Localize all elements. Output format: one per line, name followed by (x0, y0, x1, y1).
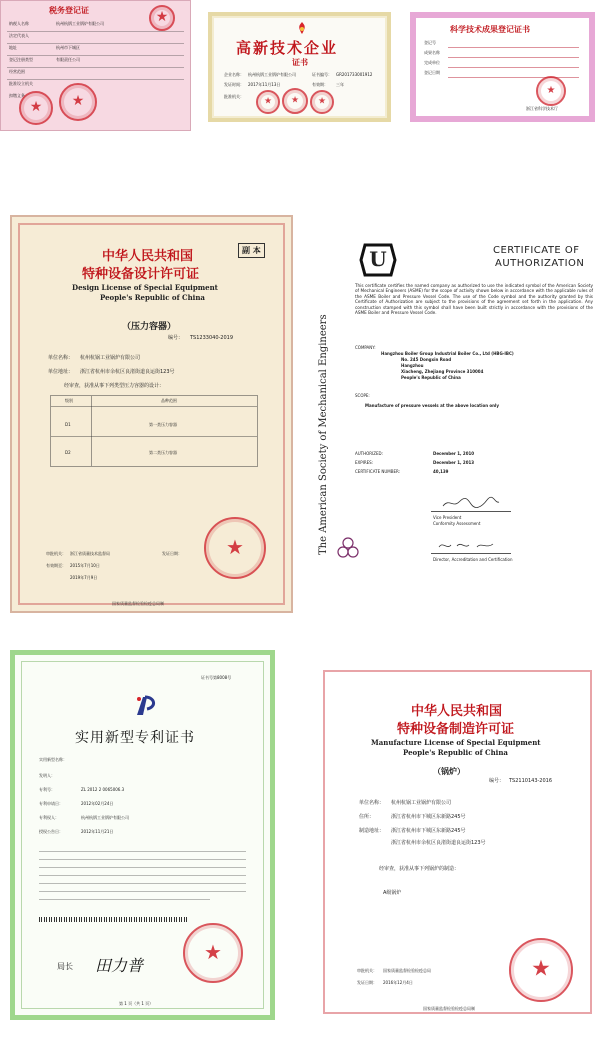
cert3-footer: 浙江省科学技术厅 (526, 106, 558, 111)
cert4-title-cn-1: 中华人民共和国 (102, 249, 194, 264)
cert5-sig1-role: Conformity Assessment (433, 521, 481, 526)
cert7-number: TS2110143-2016 (509, 778, 553, 784)
cert1-field-1: 法定代表人 (9, 33, 29, 38)
cert2-field-3: 有效期： (312, 82, 328, 87)
cert3-title: 科学技术成果登记证书 (450, 24, 530, 34)
official-seal-icon: ★ (59, 83, 97, 121)
utility-patent-certificate (10, 650, 275, 1020)
cert6-field-3: 专利申请日： (39, 801, 63, 806)
cert2-field-1: 证书编号： (312, 72, 332, 77)
cert7-reg-label: 住所： (359, 814, 375, 820)
cert4-valid: 2015年7月10日 (70, 563, 100, 568)
cert1-title: 税务登记证 (49, 5, 89, 15)
official-seal-icon: ★ (310, 90, 334, 114)
tax-registration-certificate (0, 0, 191, 131)
cert5-company-line: No. 245 Dongxin Road (401, 357, 452, 362)
cert5-sig2-role: Director, Accreditation and Certification (433, 557, 513, 562)
cert5-number-label: CERTIFICATE NUMBER: (355, 469, 401, 474)
cert6-field-1: 发明人： (39, 773, 55, 778)
cert4-issue-label: 发证日期： (162, 551, 182, 556)
cert5-title-1: CERTIFICATE OF (493, 245, 580, 256)
cert6-value-5: 2012年11月21日 (81, 829, 114, 834)
cert5-authorized: December 1, 2010 (433, 451, 475, 456)
cert4-address: 浙江省杭州市余杭区良渚街道良运街123号 (80, 369, 175, 375)
cert7-plant-line: 浙江省杭州市余杭区良渚街道良运街123号 (391, 840, 486, 846)
cert7-scope-item: A级锅炉 (383, 890, 402, 896)
cert6-title: 实用新型专利证书 (75, 730, 195, 746)
cert1-field-0: 纳税人名称 (9, 21, 29, 26)
cert6-field-2: 专利号： (39, 787, 55, 792)
cert7-footer: 国家质量监督检验检疫总局制 (423, 1006, 475, 1011)
cert6-field-0: 实用新型名称： (39, 757, 67, 762)
cert1-value-2: 杭州市下城区 (56, 45, 80, 50)
signature-icon (441, 495, 501, 509)
cert1-field-2: 地址 (9, 45, 17, 50)
cert4-expire: 2019年7月9日 (70, 575, 98, 580)
table-cell: D2 (65, 450, 71, 455)
cert5-company-label: COMPANY: (355, 345, 376, 350)
cert4-title-cn-2: 特种设备设计许可证 (82, 267, 200, 282)
cert3-field-1: 成果名称 (424, 50, 440, 55)
cert5-company-line: People's Republic of China (401, 375, 461, 380)
cert7-scope-text: 经审查，获准从事下列锅炉的制造： (379, 866, 460, 872)
cert5-title-2: AUTHORIZATION (495, 258, 585, 269)
science-achievement-certificate (410, 12, 595, 122)
table-cell: D1 (65, 422, 71, 427)
cert3-field-2: 完成单位 (424, 60, 440, 65)
cert3-field-0: 登记号 (424, 40, 436, 45)
cert1-field-4: 经营范围 (9, 69, 25, 74)
cert4-number: TS1233040-2019 (190, 335, 234, 341)
cert5-authorized-label: AUTHORIZED: (355, 451, 383, 456)
cert6-director-label: 局长 (57, 962, 73, 971)
cert4-valid-label: 有效期至： (46, 563, 66, 568)
cert7-reg: 浙江省杭州市下城区东新路245号 (391, 814, 466, 820)
cert5-expires-label: EXPIRES: (355, 460, 374, 465)
cert4-copy-tag: 副 本 (238, 243, 265, 258)
cert6-value-2: ZL 2012 2 0065006.3 (81, 787, 125, 792)
asme-emblem-icon (337, 537, 359, 559)
cert4-scope-text: 经审查，获准从事下列类型压力容器的设计： (64, 383, 165, 389)
cert2-title: 高新技术企业 (236, 39, 339, 57)
official-seal-icon: ★ (149, 5, 175, 31)
cert2-field-2: 发证时间： (224, 82, 244, 87)
high-tech-enterprise-certificate (208, 12, 391, 122)
cert5-scope-label: SCOPE: (355, 393, 370, 398)
cert2-value-1: GR201733001912 (336, 72, 373, 77)
cert2-field-4: 批准机关： (224, 94, 244, 99)
cert1-field-6: 扣缴义务 (9, 93, 25, 98)
cert2-subtitle: 证书 (292, 57, 308, 67)
stamp-letter: U (369, 247, 387, 271)
cert7-issue-label: 发证日期： (357, 980, 377, 985)
cert2-field-0: 企业名称： (224, 72, 244, 77)
cert6-field-4: 专利权人： (39, 815, 59, 820)
table-cell: 第二类压力容器 (149, 450, 177, 455)
cert4-unit-label: 单位名称： (48, 355, 74, 361)
asme-certificate (315, 215, 598, 613)
official-seal-icon: ★ (204, 517, 266, 579)
cert7-title-cn-2: 特种设备制造许可证 (397, 722, 515, 737)
asme-u-stamp-icon (359, 241, 397, 279)
cert4-title-en-1: Design License of Special Equipment (72, 283, 218, 292)
design-license-certificate (10, 215, 293, 613)
cert7-issuer: 国家质量监督检验检疫总局 (383, 968, 431, 973)
cert7-title-en-2: People's Republic of China (403, 748, 508, 757)
cert7-unit: 杭州杭锅工业锅炉有限公司 (391, 800, 452, 806)
cert4-category: （压力容器） (122, 322, 177, 332)
cert7-plant-label: 制造地址： (359, 828, 385, 834)
official-seal-icon: ★ (282, 88, 308, 114)
table-header: 品种范围 (161, 398, 177, 403)
cert1-value-0: 杭州杭锅工业锅炉有限公司 (56, 21, 104, 26)
cert5-number: 40,139 (433, 469, 449, 474)
cert7-category: （锅炉） (433, 766, 465, 776)
cert7-unit-label: 单位名称： (359, 800, 385, 806)
official-seal-icon: ★ (256, 90, 280, 114)
cert6-field-5: 授权公告日： (39, 829, 63, 834)
cert1-field-3: 登记注册类型 (9, 57, 33, 62)
official-seal-icon: ★ (509, 938, 573, 1002)
official-seal-icon: ★ (183, 923, 243, 983)
cert1-value-3: 有限责任公司 (56, 57, 80, 62)
cert7-issuer-label: 审批机关： (357, 968, 377, 973)
patent-office-logo-icon (133, 693, 159, 717)
cert1-field-5: 批准设立机关 (9, 81, 33, 86)
cert5-company-line: Xiacheng, Zhejiang Province 310004 (401, 369, 484, 374)
cert3-field-3: 登记日期 (424, 70, 440, 75)
cert4-title-en-2: People's Republic of China (100, 293, 205, 302)
cert5-sig1-role: Vice President (433, 515, 462, 520)
cert6-director-signature: 田力普 (95, 956, 144, 975)
cert4-scope-table (50, 395, 258, 467)
cert7-title-en-1: Manufacture License of Special Equipment (371, 738, 541, 747)
cert6-value-3: 2012年02月24日 (81, 801, 114, 806)
cert7-issue: 2016年12月4日 (383, 980, 413, 985)
barcode-icon (39, 917, 189, 922)
cert2-value-3: 三年 (336, 82, 344, 87)
cert6-cert-no: 证书号第8008号 (201, 675, 232, 680)
signature-icon (437, 537, 497, 551)
emblem-icon (295, 20, 309, 34)
cert7-title-cn-1: 中华人民共和国 (411, 704, 503, 719)
cert4-unit: 杭州杭锅工业锅炉有限公司 (80, 355, 141, 361)
manufacture-license-certificate (315, 662, 600, 1022)
cert2-value-0: 杭州杭锅工业锅炉有限公司 (248, 72, 296, 77)
cert4-issuer-label: 审批机关： (46, 551, 66, 556)
cert5-scope: Manufacture of pressure vessels at the above location only (365, 403, 500, 408)
cert6-footer: 第 1 页（共 1 页） (119, 1001, 154, 1006)
official-seal-icon: ★ (536, 76, 566, 106)
cert7-number-label: 编号： (489, 778, 505, 784)
cert5-expires: December 1, 2013 (433, 460, 475, 465)
cert5-company-line: Hangzhou Boiler Group Industrial Boiler Co., Ltd (HBG-IBC) (381, 351, 514, 356)
cert4-footer: 国家质量监督检验检疫总局制 (112, 601, 164, 606)
cert5-company-line: Hangzhou (401, 363, 424, 368)
cert5-side-text: The American Society of Mechanical Engineers (318, 314, 329, 555)
cert4-number-label: 编号： (168, 335, 184, 341)
cert6-value-4: 杭州杭锅工业锅炉有限公司 (81, 815, 129, 820)
table-header: 级别 (65, 398, 73, 403)
official-seal-icon: ★ (19, 91, 53, 125)
cert4-issuer: 浙江省质量技术监督局 (70, 551, 110, 556)
cert2-value-2: 2017年11月13日 (248, 82, 281, 87)
cert7-plant-line: 浙江省杭州市下城区东新路245号 (391, 828, 466, 834)
cert5-body: This certificate certifies the named company as authorized to use the indicated symbol of the American Society of Mechanical Engineers (ASME) for the scope of activity shown below in accordance with the applicable rules of the ASME Boiler and Pressure Vessel Code. The use of the Code symbol and the authority granted by this Certificate of Authorization are subject to the provisions of the agreement set forth in the application. Any construction stamped with this symbol shall have been built strictly in accordance with the provisions of the ASME Boiler and Pressure Vessel Code. (355, 283, 593, 316)
table-cell: 第一类压力容器 (149, 422, 177, 427)
cert4-address-label: 单位地址： (48, 369, 74, 375)
